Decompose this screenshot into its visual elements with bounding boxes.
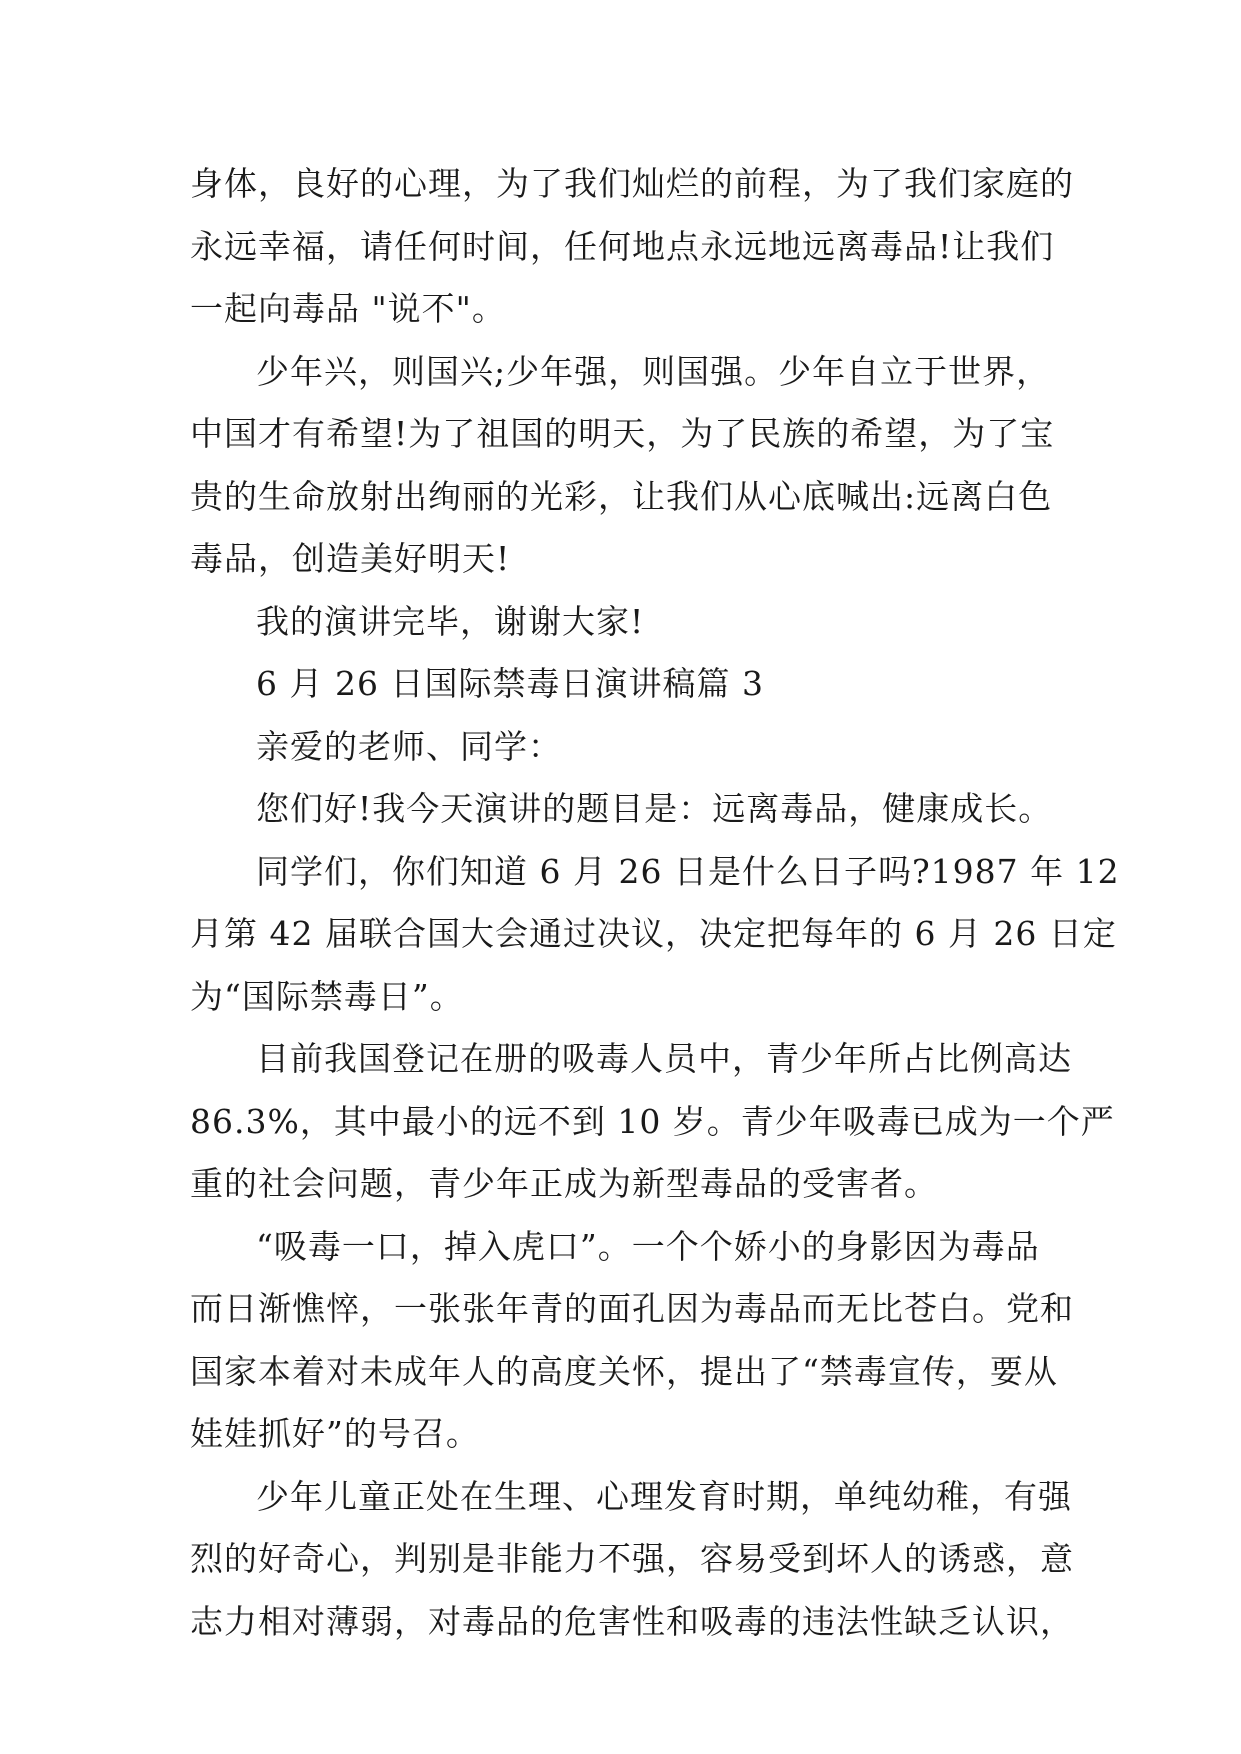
paragraph: [190, 591, 1050, 654]
document-body: [190, 153, 1120, 1653]
paragraph: [190, 1466, 1074, 1654]
text-line: 目前我国登记在册的吸毒人员中，青少年所占比例高达: [256, 1039, 1072, 1078]
section-heading: [190, 653, 1050, 716]
text-line: 我的演讲完毕，谢谢大家!: [256, 601, 645, 641]
salutation: [190, 716, 1050, 779]
text-line: 6 月 26 日国际禁毒日演讲稿篇 3: [256, 664, 764, 703]
text-line: 毒品，创造美好明天!: [190, 539, 511, 578]
paragraph: [190, 1028, 1115, 1216]
text-line: 重的社会问题，青少年正成为新型毒品的受害者。: [190, 1164, 938, 1203]
paragraph: [190, 153, 1074, 341]
paragraph: [190, 341, 1055, 591]
text-line: 永远幸福，请任何时间，任何地点永远地远离毒品!让我们: [190, 226, 1055, 266]
text-line: 您们好!我今天演讲的题目是：远离毒品，健康成长。: [256, 789, 1053, 828]
text-line: 少年儿童正处在生理、心理发育时期，单纯幼稚，有强: [256, 1476, 1072, 1516]
text-line: 烈的好奇心，判别是非能力不强，容易受到坏人的诱惑，意: [190, 1539, 1074, 1578]
text-line: 志力相对薄弱，对毒品的危害性和吸毒的违法性缺乏认识，: [190, 1601, 1074, 1641]
text-line: 国家本着对未成年人的高度关怀，提出了“禁毒宣传，要从: [190, 1351, 1058, 1391]
text-line: “吸毒一口，掉入虎口”。一个个娇小的身影因为毒品: [256, 1226, 1040, 1266]
paragraph: [190, 1216, 1074, 1466]
text-line: 为“国际禁毒日”。: [190, 976, 464, 1016]
text-line: 亲爱的老师、同学：: [256, 726, 562, 766]
text-line: 同学们，你们知道 6 月 26 日是什么日子吗?1987 年 12: [256, 851, 1120, 891]
text-line: 贵的生命放射出绚丽的光彩，让我们从心底喊出:远离白色: [190, 476, 1053, 516]
text-line: 一起向毒品 "说不"。: [190, 289, 506, 328]
text-line: 月第 42 届联合国大会通过决议，决定把每年的 6 月 26 日定: [190, 914, 1117, 953]
paragraph: [190, 841, 1120, 1029]
text-line: 身体，良好的心理，为了我们灿烂的前程，为了我们家庭的: [190, 164, 1074, 203]
text-line: 86.3%，其中最小的远不到 10 岁。青少年吸毒已成为一个严: [190, 1101, 1115, 1141]
text-line: 而日渐憔悴，一张张年青的面孔因为毒品而无比苍白。党和: [190, 1289, 1074, 1328]
text-line: 中国才有希望!为了祖国的明天，为了民族的希望，为了宝: [190, 414, 1055, 453]
text-line: 娃娃抓好”的号召。: [190, 1414, 480, 1453]
paragraph: [190, 778, 1053, 841]
text-line: 少年兴，则国兴;少年强，则国强。少年自立于世界，: [256, 351, 1051, 391]
